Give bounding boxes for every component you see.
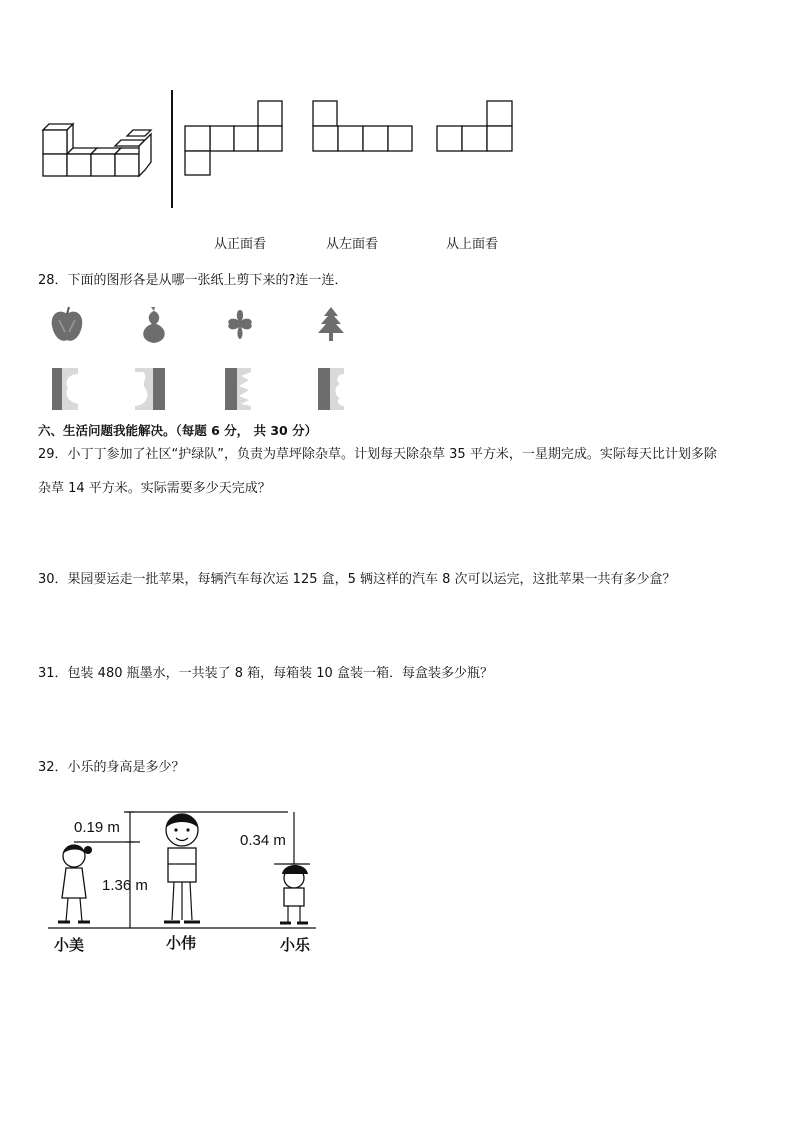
front-view-grid bbox=[184, 100, 284, 176]
girl-figure bbox=[58, 845, 92, 922]
section-6-title: 六、生活问题我能解决。（每题 6 分， 共 30 分） bbox=[38, 423, 318, 438]
paper-with-gourd-cutout bbox=[133, 366, 169, 412]
name-xiaowei: 小伟 bbox=[166, 934, 197, 952]
paper-with-tree-cutout bbox=[316, 366, 348, 412]
gourd-icon bbox=[137, 305, 171, 345]
paper-with-flower-cutout bbox=[223, 366, 255, 412]
apple-icon bbox=[49, 306, 85, 344]
question-32: 32．小乐的身高是多少？ bbox=[38, 760, 185, 775]
name-xiaomei: 小美 bbox=[54, 936, 85, 954]
question-29-line2: 杂草 14 平方米。实际需要多少天完成？ bbox=[38, 481, 271, 496]
height-figure bbox=[44, 808, 324, 958]
question-31: 31．包装 480 瓶墨水，一共装了 8 箱，每箱装 10 盒装一箱．每盒装多少瓶？ bbox=[38, 666, 493, 681]
name-xiaole: 小乐 bbox=[280, 936, 311, 954]
front-view-label: 从正面看 bbox=[214, 237, 267, 252]
question-30: 30．果园要运走一批苹果，每辆汽车每次运 125 盒，5 辆这样的汽车 8 次可以运完，这批苹果一共有多少盒？ bbox=[38, 572, 676, 587]
question-28: 28．下面的图形各是从哪一张纸上剪下来的?连一连． bbox=[38, 273, 348, 288]
top-view-label: 从上面看 bbox=[446, 237, 499, 252]
small-boy-figure bbox=[280, 865, 312, 923]
cube-stack-figure bbox=[40, 122, 155, 178]
question-29-line1: 29．小丁丁参加了社区“护绿队”，负责为草坪除杂草。计划每天除杂草 35 平方米，一星期完成。实际每天比计划多除 bbox=[38, 447, 717, 462]
label-1-36: 1.36 m bbox=[102, 877, 148, 894]
paper-with-apple-cutout bbox=[50, 366, 82, 412]
label-0-19: 0.19 m bbox=[74, 819, 120, 836]
flower-icon bbox=[222, 306, 258, 342]
tree-icon bbox=[315, 306, 347, 342]
left-view-label: 从左面看 bbox=[326, 237, 379, 252]
label-0-34: 0.34 m bbox=[240, 832, 286, 849]
top-view-grid bbox=[436, 100, 514, 154]
left-view-grid bbox=[312, 100, 414, 154]
tall-boy-figure bbox=[164, 814, 200, 922]
divider-line bbox=[171, 90, 173, 208]
